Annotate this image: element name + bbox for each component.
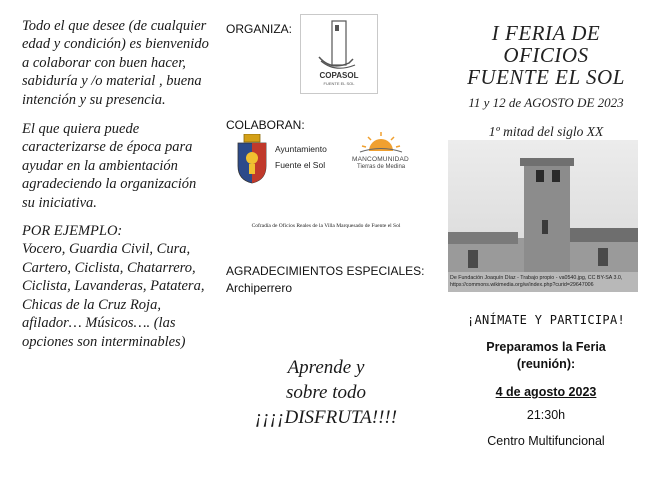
- sun-icon: [352, 131, 410, 153]
- cofradia-text: Cofradía de Oficios Reales de la Villa Marquesado de Fuente el Sol: [251, 223, 401, 229]
- ejemplo-list: Vocero, Guardia Civil, Cura, Cartero, Ciclista, Chatarrero, Ciclista, Lavanderas, Patatera, Chicas de la Cruz Roja, afilador… Músicos…. (las opciones son interminables): [22, 241, 205, 350]
- ayuntamiento-line-1: Ayuntamiento: [275, 144, 327, 154]
- epoca-paragraph: El que quiera puede caracterizarse de época para ayudar en la ambientación agradeciendo la organización su iniciativa.: [22, 121, 197, 211]
- mancomunidad-line-1: MANCOMUNIDAD: [352, 156, 409, 163]
- photo-caption: De Fundación Joaquín Díaz - Trabajo propio - va0540.jpg, CC BY-SA 3.0, https://commons.wikimedia.org/w/index.php?curid=29647006: [450, 275, 623, 288]
- copasol-tagline: FUENTE EL SOL: [323, 81, 355, 86]
- church-tower-photo-icon: [448, 140, 638, 292]
- slogan-line-1: Aprende y: [287, 357, 365, 378]
- organiza-label: ORGANIZA:: [226, 22, 293, 36]
- coat-of-arms-icon: [236, 134, 268, 184]
- ejemplo-heading: POR EJEMPLO:: [22, 223, 123, 240]
- ayuntamiento-shield: [236, 134, 268, 184]
- intro-paragraph: Todo el que desee (de cualquier edad y condición) es bienvenido a colaborar con buen hacer, sabiduría y /o material , buena intención y su presencia.: [22, 18, 209, 108]
- fair-subtitle: 1º mitad del siglo XX: [488, 124, 604, 139]
- title-line-3: FUENTE EL SOL: [467, 65, 625, 89]
- colaboran-label: COLABORAN:: [226, 118, 305, 132]
- title-line-1: I FERIA DE: [491, 21, 601, 45]
- slogan-line-2: sobre todo: [285, 382, 367, 403]
- fair-dates: 11 y 12 de AGOSTO DE 2023: [468, 95, 624, 110]
- meeting-place: Centro Multifuncional: [487, 434, 605, 448]
- slogan: [236, 355, 416, 430]
- agradecimientos-name: Archiperrero: [226, 281, 293, 295]
- preparamos-line-1: Preparamos la Feria: [486, 340, 606, 354]
- preparamos-line-2: (reunión):: [516, 357, 576, 371]
- left-column: [22, 17, 212, 351]
- meeting-date-text: 4 de agosto 2023: [495, 385, 597, 399]
- agradecimientos-label: AGRADECIMIENTOS ESPECIALES:: [226, 264, 425, 278]
- copasol-name: COPASOL: [319, 71, 359, 80]
- animate-text: ¡ANÍMATE Y PARTICIPA!: [466, 313, 626, 327]
- tower-photo: [448, 140, 638, 292]
- copasol-logo: [300, 14, 378, 94]
- meeting-time: 21:30h: [526, 408, 566, 422]
- title-line-2: OFICIOS: [503, 43, 589, 67]
- ayuntamiento-line-2: Fuente el Sol: [275, 160, 326, 170]
- mancomunidad-line-2: Tierras de Medina: [357, 164, 406, 170]
- fair-title: [448, 22, 644, 88]
- meeting-date: [448, 383, 644, 401]
- slogan-line-3: ¡¡¡¡DISFRUTA!!!!: [254, 407, 398, 428]
